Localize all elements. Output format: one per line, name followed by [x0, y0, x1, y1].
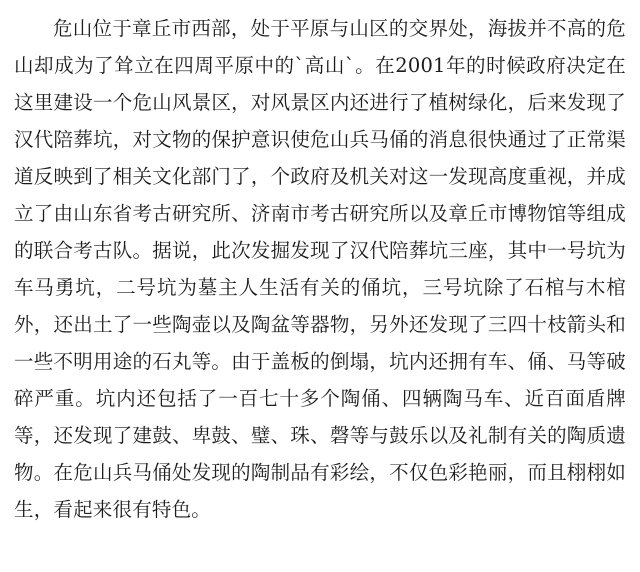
- document-paragraph: 危山位于章丘市西部，处于平原与山区的交界处，海拔并不高的危山却成为了耸立在四周平原中的`高山`。在2001年的时候政府决定在这里建设一个危山风景区，对风景区内还进行了植树绿化，后来发现了汉代陪葬坑，对文物的保护意识使危山兵马俑的消息很快通过了正常渠道反映到了相关文化部门了，个政府及机关对这一发现高度重视，并成立了由山东省考古研究所、济南市考古研究所以及章丘市博物馆等组成的联合考古队。据说，此次发掘发现了汉代陪葬坑三座，其中一号坑为车马勇坑，二号坑为墓主人生活有关的俑坑，三号坑除了石棺与木棺外，还出土了一些陶壶以及陶盆等器物，另外还发现了三四十枝箭头和一些不明用途的石丸等。由于盖板的倒塌，坑内还拥有车、俑、马等破碎严重。坑内还包括了一百七十多个陶俑、四辆陶马车、近百面盾牌等，还发现了建鼓、卑鼓、璧、珠、磬等与鼓乐以及礼制有关的陶质遗物。在危山兵马俑处发现的陶制品有彩绘，不仅色彩艳丽，而且栩栩如生，看起来很有特色。: [14, 17, 626, 521]
